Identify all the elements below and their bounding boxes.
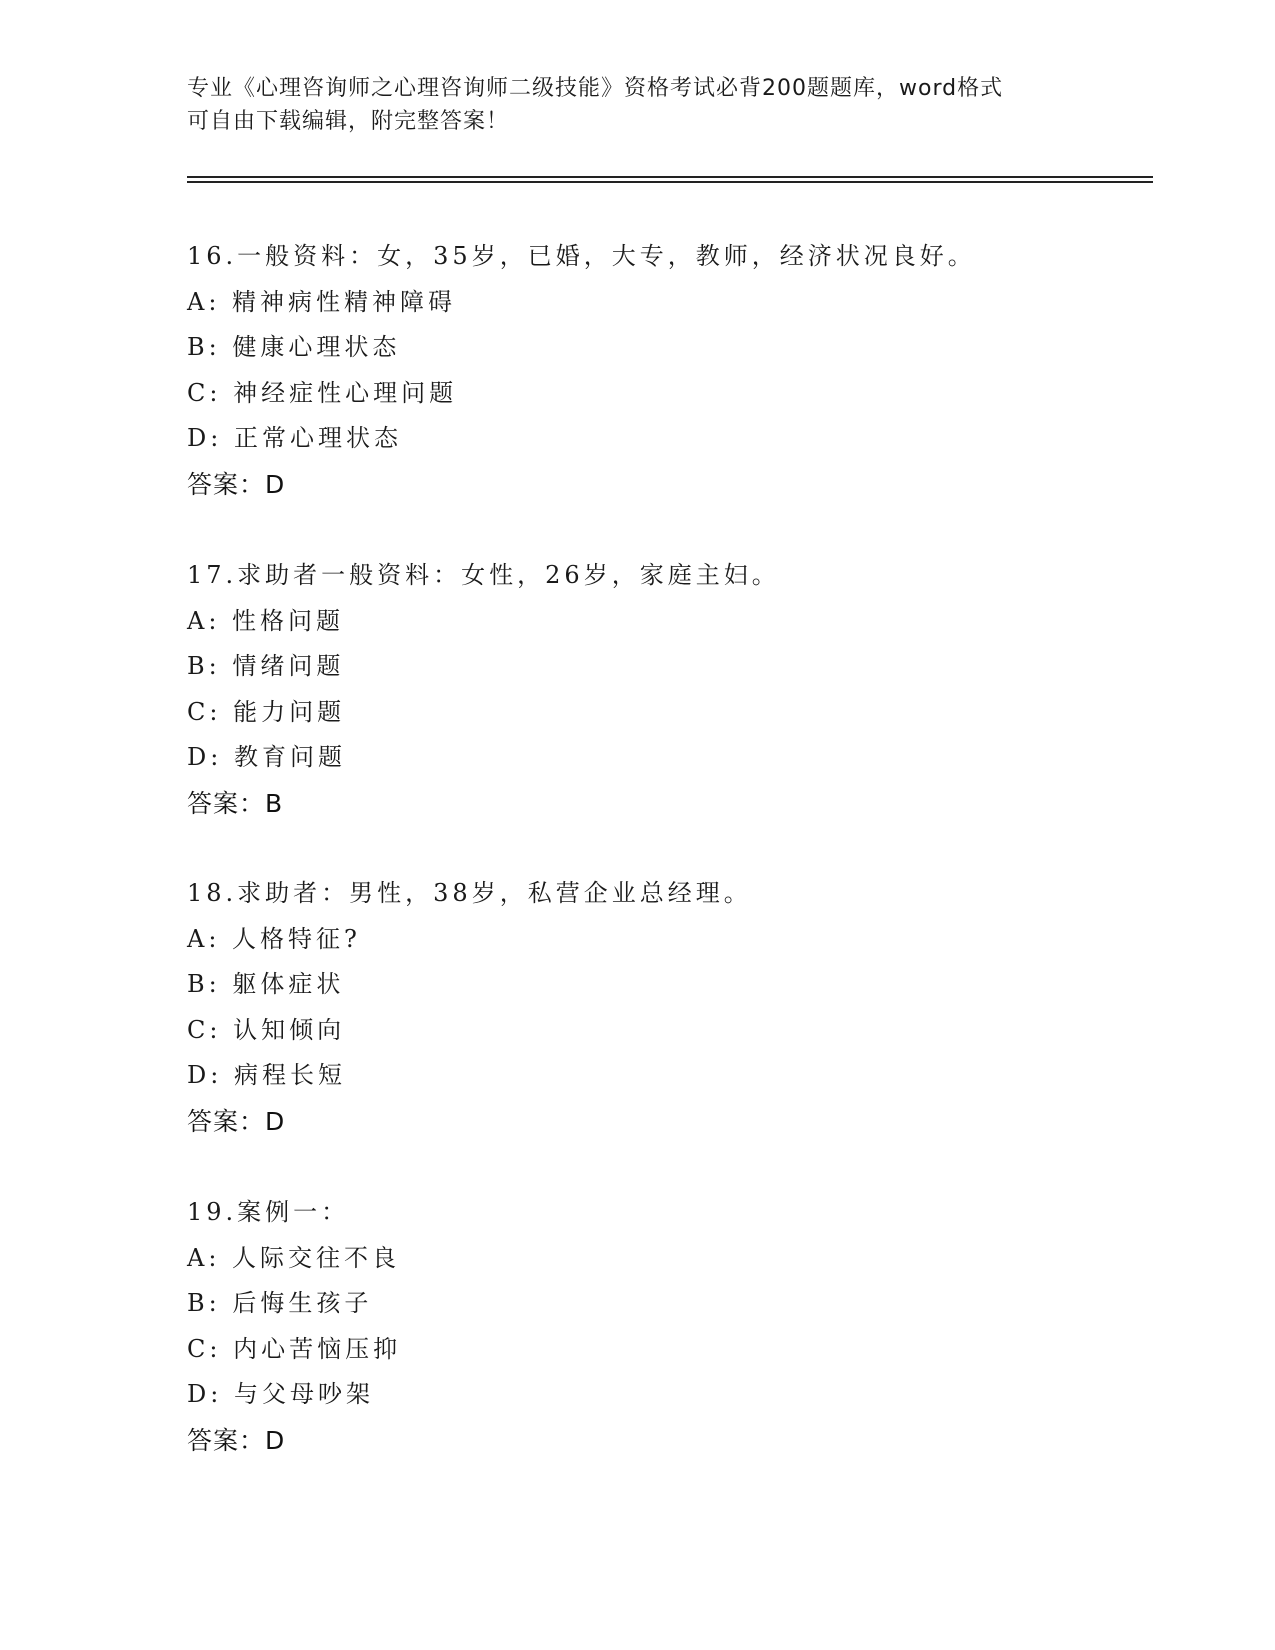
document-header — [187, 72, 1087, 138]
option-d: D: 与父母吵架 — [187, 1380, 374, 1408]
option-c: C: 能力问题 — [187, 697, 346, 726]
option-b: B: 躯体症状 — [187, 970, 345, 998]
answer-line: 答案：D — [187, 469, 286, 499]
header-line-1: 专业《心理咨询师之心理咨询师二级技能》资格考试必背200题题库，word格式 — [187, 76, 1004, 101]
option-a: A: 人格特征? — [187, 924, 361, 953]
question-stem: 19.案例一： — [187, 1198, 350, 1226]
option-b: B: 情绪问题 — [187, 652, 345, 680]
option-a: A: 精神病性精神障碍 — [187, 287, 457, 316]
header-line-2: 可自由下载编辑，附完整答案！ — [187, 109, 510, 134]
header-divider-bottom — [187, 181, 1153, 183]
question-19 — [187, 1190, 1147, 1464]
option-c: C: 神经症性心理问题 — [187, 378, 458, 407]
option-a: A: 性格问题 — [187, 606, 345, 635]
option-b: B: 后悔生孩子 — [187, 1289, 373, 1317]
question-stem: 16.一般资料：女，35岁，已婚，大专，教师，经济状况良好。 — [187, 242, 976, 270]
option-a: A: 人际交往不良 — [187, 1243, 401, 1272]
option-b: B: 健康心理状态 — [187, 333, 401, 361]
question-17 — [187, 553, 1147, 827]
question-16 — [187, 234, 1147, 508]
answer-line: 答案：B — [187, 788, 284, 818]
option-c: C: 内心苦恼压抑 — [187, 1334, 402, 1363]
answer-line: 答案：D — [187, 1425, 286, 1455]
option-d: D: 正常心理状态 — [187, 424, 402, 452]
option-d: D: 病程长短 — [187, 1061, 346, 1089]
header-divider-top — [187, 176, 1153, 178]
question-stem: 18.求助者：男性，38岁，私营企业总经理。 — [187, 879, 752, 907]
option-c: C: 认知倾向 — [187, 1015, 346, 1044]
question-18 — [187, 871, 1147, 1145]
answer-line: 答案：D — [187, 1106, 286, 1136]
option-d: D: 教育问题 — [187, 743, 346, 771]
question-stem: 17.求助者一般资料：女性，26岁，家庭主妇。 — [187, 561, 780, 589]
